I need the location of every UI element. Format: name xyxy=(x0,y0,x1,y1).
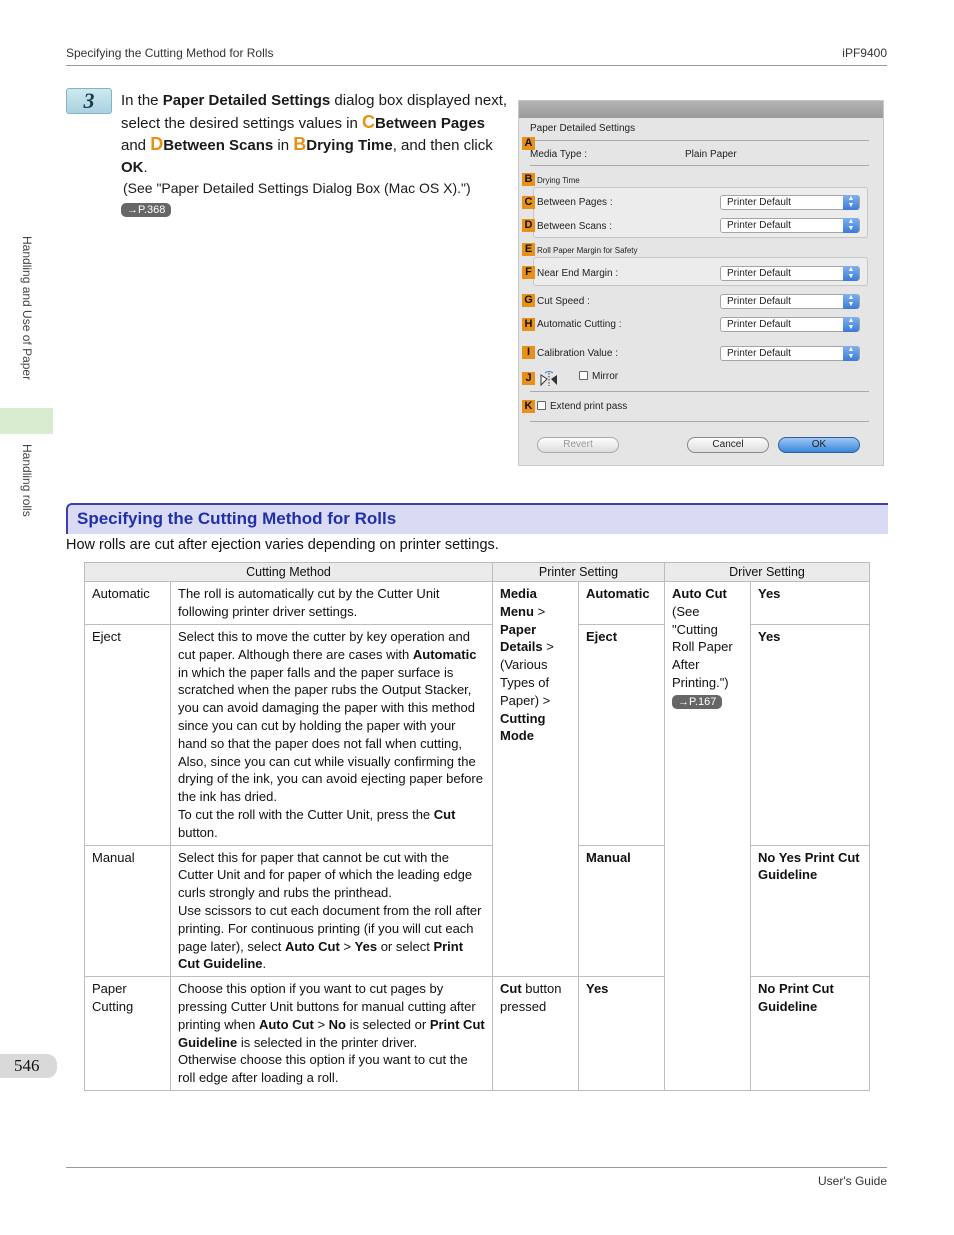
ok-button[interactable]: OK xyxy=(778,437,860,453)
checkbox-icon xyxy=(579,371,588,380)
printer-path-cell: Cut button pressed xyxy=(493,977,579,1091)
media-type-label: Media Type : xyxy=(530,149,588,160)
cutting-method-table xyxy=(84,562,870,1091)
callout-tag-b: B xyxy=(522,173,535,186)
description-cell: Choose this option if you want to cut pages by pressing Cutter Unit buttons for manual cutting after printing when Auto Cut > No is selected or Print Cut Guideline is selected in the printer driver. Otherwise choose this option if you want to cut the roll edge after loading a roll. xyxy=(171,977,493,1091)
between-pages-select[interactable]: Printer Default ▲ ▼ xyxy=(720,195,860,210)
callout-tag-c: C xyxy=(522,196,535,209)
select-arrows-icon: ▲ ▼ xyxy=(843,266,859,281)
callout-tag-j: J xyxy=(522,372,535,385)
calibration-value-label: Calibration Value : xyxy=(537,348,618,359)
callout-letter-c: C xyxy=(361,111,375,132)
table-header-row xyxy=(85,563,870,582)
driver-setting-cell: Auto Cut (See "Cutting Roll Paper After Printing.") →P.167 xyxy=(665,582,751,1091)
automatic-cutting-label: Automatic Cutting : xyxy=(537,319,622,330)
col-header-printer-setting: Printer Setting xyxy=(493,563,665,582)
callout-tag-h: H xyxy=(522,318,535,331)
side-tab-marker xyxy=(0,408,53,434)
printer-value-cell: Yes xyxy=(579,977,665,1091)
revert-button[interactable]: Revert xyxy=(537,437,619,453)
printer-value-cell: Manual xyxy=(579,845,665,977)
method-cell: Eject xyxy=(85,625,171,846)
driver-value-cell: No Yes Print Cut Guideline xyxy=(751,845,870,977)
printer-value-cell: Eject xyxy=(579,625,665,846)
side-tab-section: Handling rolls xyxy=(20,444,34,517)
callout-tag-f: F xyxy=(522,266,535,279)
header-divider xyxy=(66,65,887,66)
select-arrows-icon: ▲ ▼ xyxy=(843,346,859,361)
callout-tag-d: D xyxy=(522,219,535,232)
dialog-divider xyxy=(530,421,869,422)
mirror-checkbox[interactable]: Mirror xyxy=(579,371,618,382)
between-scans-select[interactable]: Printer Default ▲ ▼ xyxy=(720,218,860,233)
method-cell: Paper Cutting xyxy=(85,977,171,1091)
select-arrows-icon: ▲ ▼ xyxy=(843,195,859,210)
dialog-divider xyxy=(530,391,869,392)
page-reference-link[interactable]: →P.368 xyxy=(121,203,171,217)
automatic-cutting-select[interactable]: Printer Default ▲ ▼ xyxy=(720,317,860,332)
footer-divider xyxy=(66,1167,887,1168)
dialog-divider xyxy=(530,165,869,166)
description-cell: The roll is automatically cut by the Cutter Unit following printer driver settings. xyxy=(171,582,493,625)
callout-tag-a: A xyxy=(522,137,535,150)
table-row xyxy=(85,582,870,625)
callout-tag-k: K xyxy=(522,400,535,413)
callout-letter-d: D xyxy=(150,134,164,154)
select-arrows-icon: ▲ ▼ xyxy=(843,294,859,309)
driver-value-cell: Yes xyxy=(751,625,870,846)
printer-menu-path-cell: Media Menu > Paper Details > (Various Types of Paper) > Cutting Mode xyxy=(493,582,579,977)
mirror-icon xyxy=(539,371,559,387)
running-header-model: iPF9400 xyxy=(842,46,887,60)
calibration-value-select[interactable]: Printer Default ▲ ▼ xyxy=(720,346,860,361)
cancel-button[interactable]: Cancel xyxy=(687,437,769,453)
side-tab-chapter: Handling and Use of Paper xyxy=(20,236,34,381)
step-instructions: In the Paper Detailed Settings dialog box displayed next, select the desired settings values in CBetween Pages and DBetween Scans in BDrying Time, and then click OK. (See "Paper Detailed Settings Dialog Box (Mac OS X).") →P.368 xyxy=(121,90,511,220)
select-arrows-icon: ▲ ▼ xyxy=(843,218,859,233)
col-header-cutting-method: Cutting Method xyxy=(85,563,493,582)
callout-tag-i: I xyxy=(522,346,535,359)
near-end-margin-select[interactable]: Printer Default ▲ ▼ xyxy=(720,266,860,281)
between-pages-label: Between Pages : xyxy=(537,197,613,208)
section-intro: How rolls are cut after ejection varies depending on printer settings. xyxy=(66,537,499,553)
footer-guide-label: User's Guide xyxy=(818,1174,887,1188)
table-row xyxy=(85,845,870,977)
dialog-divider xyxy=(530,140,869,141)
method-cell: Manual xyxy=(85,845,171,977)
page-reference-link[interactable]: →P.167 xyxy=(672,695,722,709)
see-reference: (See "Paper Detailed Settings Dialog Box (Mac OS X).") xyxy=(123,180,471,196)
callout-letter-b: B xyxy=(293,134,307,154)
cut-speed-label: Cut Speed : xyxy=(537,296,590,307)
drying-time-label: Drying Time xyxy=(537,176,580,185)
page-number: 546 xyxy=(0,1054,57,1078)
dialog-title-bar xyxy=(519,101,883,118)
printer-value-cell: Automatic xyxy=(579,582,665,625)
section-heading: Specifying the Cutting Method for Rolls xyxy=(77,509,397,528)
between-scans-label: Between Scans : xyxy=(537,221,613,232)
paper-detailed-settings-dialog xyxy=(518,100,884,466)
table-row xyxy=(85,625,870,846)
description-cell: Select this to move the cutter by key operation and cut paper. Although there are cases with Automatic in which the paper falls and the paper surface is scratched when the paper rubs the Output Stacker, you can avoid damaging the paper with this method since you can cut by holding the paper with your hand so that the paper does not fall when cutting, Also, since you can cut while visually confirming the drying of the ink, you can avoid ejecting paper before the ink has dried. To cut the roll with the Cutter Unit, press the Cut button. xyxy=(171,625,493,846)
roll-margin-label: Roll Paper Margin for Safety xyxy=(537,246,638,255)
media-type-value: Plain Paper xyxy=(685,149,737,160)
method-cell: Automatic xyxy=(85,582,171,625)
select-arrows-icon: ▲ ▼ xyxy=(843,317,859,332)
driver-value-cell: No Print Cut Guideline xyxy=(751,977,870,1091)
description-cell: Select this for paper that cannot be cut with the Cutter Unit and for paper of which the leading edge curls strongly and rubs the printhead. Use scissors to cut each document from the roll after printing. For continuous printing (if you will cut each page later), select Auto Cut > Yes or select Print Cut Guideline. xyxy=(171,845,493,977)
driver-value-cell: Yes xyxy=(751,582,870,625)
extend-print-pass-checkbox[interactable]: Extend print pass xyxy=(537,401,627,412)
callout-tag-g: G xyxy=(522,294,535,307)
checkbox-icon xyxy=(537,401,546,410)
near-end-margin-label: Near End Margin : xyxy=(537,268,619,279)
callout-tag-e: E xyxy=(522,243,535,256)
running-header-title: Specifying the Cutting Method for Rolls xyxy=(66,46,274,60)
cut-speed-select[interactable]: Printer Default ▲ ▼ xyxy=(720,294,860,309)
col-header-driver-setting: Driver Setting xyxy=(665,563,870,582)
table-row xyxy=(85,977,870,1091)
dialog-title: Paper Detailed Settings xyxy=(530,123,636,134)
step-number-badge: 3 xyxy=(66,88,112,114)
